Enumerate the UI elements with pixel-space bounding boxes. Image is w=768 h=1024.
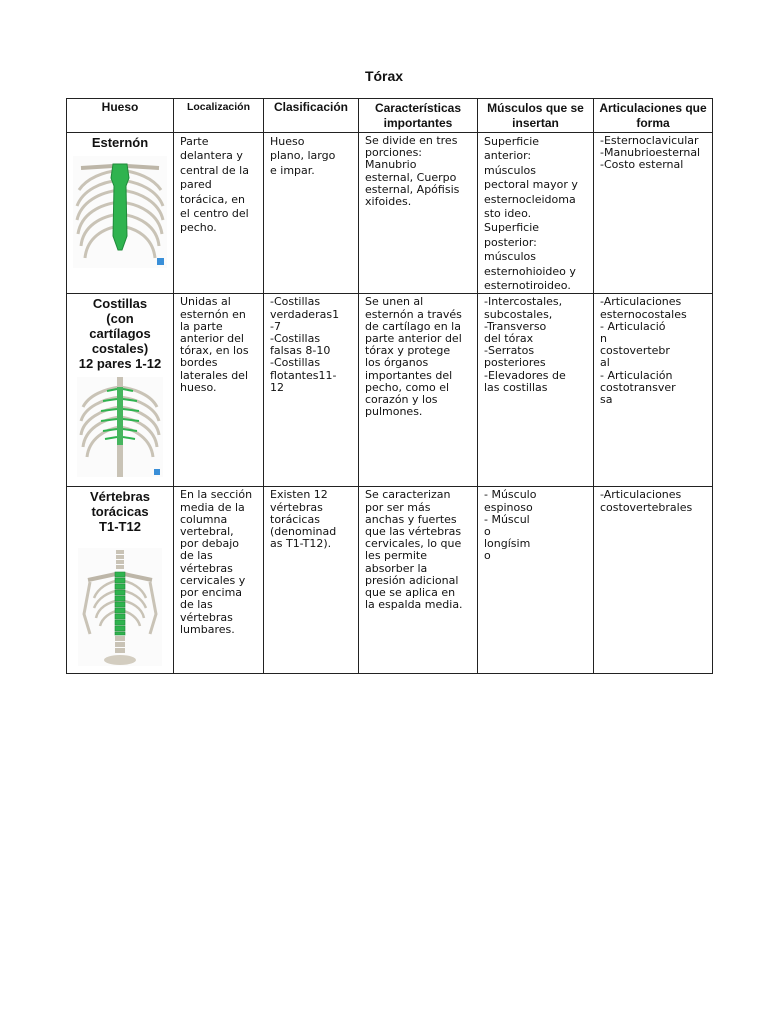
header-hueso: Hueso [67, 99, 174, 133]
thorax-table [66, 98, 713, 674]
cell-hueso [67, 133, 174, 294]
cell-hueso [67, 294, 174, 487]
cell-musculos: Superficie anterior: músculos pectoral mayor y esternocleidoma sto ideo. Superficie posterior: músculos esternohioideo y esternotiroideo. [478, 133, 594, 294]
cell-clasificacion: -Costillas verdaderas1 -7 -Costillas falsas 8-10 -Costillas flotantes11- 12 [264, 294, 359, 487]
cell-localizacion: Parte delantera y central de la pared torácica, en el centro del pecho. [174, 133, 264, 294]
thoracic-spine-illustration [78, 548, 162, 666]
cell-caracteristicas: Se divide en tres porciones: Manubrio esternal, Cuerpo esternal, Apófisis xifoides. [359, 133, 478, 294]
header-musculos: Músculos que se insertan [478, 99, 594, 133]
table-row [67, 487, 713, 674]
header-clasificacion: Clasificación [264, 99, 359, 133]
cell-articulaciones: -Esternoclavicular -Manubrioesternal -Costo esternal [594, 133, 713, 294]
header-row [67, 99, 713, 133]
cell-localizacion: Unidas al esternón en la parte anterior del tórax, en los bordes laterales del hueso. [174, 294, 264, 487]
bone-name: Costillas (con cartílagos costales) 12 pares 1-12 [78, 296, 162, 372]
header-caracteristicas: Características importantes [359, 99, 478, 133]
cell-clasificacion: Existen 12 vértebras torácicas (denominad as T1-T12). [264, 487, 359, 674]
page-title: Tórax [364, 68, 404, 84]
cell-clasificacion: Hueso plano, largo e impar. [264, 133, 359, 294]
bone-name: Esternón [91, 135, 149, 150]
cell-musculos: - Músculo espinoso - Múscul o longísim o [478, 487, 594, 674]
cell-localizacion: En la sección media de la columna vertebral, por debajo de las vértebras cervicales y por encima de las vértebras lumbares. [174, 487, 264, 674]
ribcage-illustration [77, 377, 163, 477]
cell-caracteristicas: Se caracterizan por ser más anchas y fuertes que las vértebras cervicales, lo que les permite absorber la presión adicional que se aplica en la espalda media. [359, 487, 478, 674]
sternum-illustration [73, 156, 167, 268]
header-articulaciones: Articulaciones que forma [594, 99, 713, 133]
header-localizacion: Localización [174, 99, 264, 133]
cell-hueso [67, 487, 174, 674]
cell-caracteristicas: Se unen al esternón a través de cartílago en la parte anterior del tórax y protege los órganos importantes del pecho, como el corazón y los pulmones. [359, 294, 478, 487]
cell-articulaciones: -Articulaciones esternocostales - Articulació n costovertebr al - Articulación costotransver sa [594, 294, 713, 487]
table-row [67, 294, 713, 487]
cell-musculos: -Intercostales, subcostales, -Transverso del tórax -Serratos posteriores -Elevadores de las costillas [478, 294, 594, 487]
bone-name: Vértebras torácicas T1-T12 [90, 489, 150, 535]
table-row [67, 133, 713, 294]
cell-articulaciones: -Articulaciones costovertebrales [594, 487, 713, 674]
